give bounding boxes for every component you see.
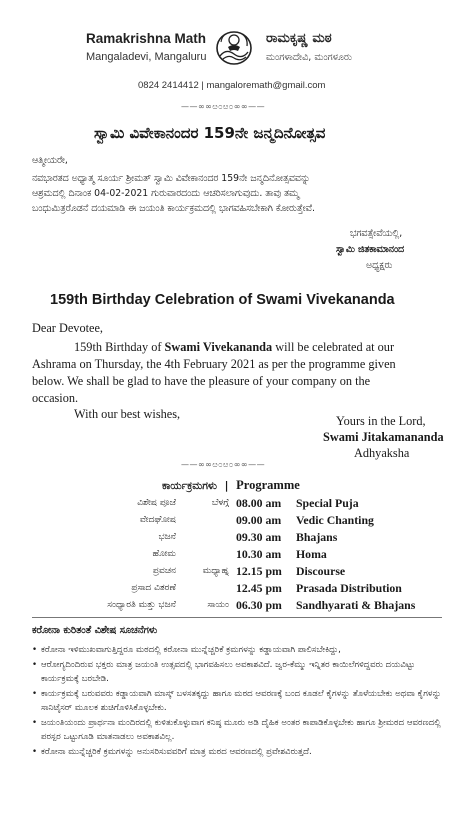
kannada-sign-name: ಸ್ವಾಮಿ ಜಿತಕಾಮಾನಂದ <box>336 244 405 255</box>
corona-notice-title: ಕರೋನಾ ಕುರಿತಂತೆ ವಿಶೇಷ ಸೂಚನೆಗಳು <box>32 625 158 636</box>
corona-notice-list <box>32 643 452 760</box>
programme-heading-separator: | <box>224 480 229 492</box>
programme-time: 09.00 am <box>236 513 282 527</box>
org-address-kannada: ಮಂಗಳಾದೇವಿ, ಮಂಗಳೂರು <box>266 52 352 63</box>
programme-period: ಮಧ್ಯಾಹ್ನ <box>202 566 229 576</box>
programme-time: 12.15 pm <box>236 564 282 578</box>
programme-item-english: Bhajans <box>296 530 338 544</box>
programme-item-kannada: ಪ್ರಸಾದ ವಿತರಣೆ <box>131 583 176 593</box>
english-sign-name: Swami Jitakamananda <box>323 430 444 444</box>
org-address-english: Mangaladevi, Mangaluru <box>86 51 207 63</box>
english-title: 159th Birthday Celebration of Swami Vivekananda <box>50 292 395 308</box>
programme-item-english: Sandhyarati & Bhajans <box>296 598 416 612</box>
english-paragraph-line: occasion. <box>32 391 79 405</box>
programme-heading <box>162 478 300 493</box>
english-sign-title: Adhyaksha <box>354 446 410 460</box>
divider-ornament: ——∞∞ೞ೦ೞ೦∞∞—— <box>181 102 266 111</box>
kannada-salutation: ಆತ್ಮೀಯರೇ, <box>32 155 68 166</box>
org-name-english: Ramakrishna Math <box>86 31 207 46</box>
programme-period: ಬೆಳಗ್ಗೆ <box>211 498 229 508</box>
kannada-title: ಸ್ವಾಮಿ ವಿವೇಕಾನಂದರ 159ನೇ ಜನ್ಮದಿನೋತ್ಸವ <box>94 124 326 142</box>
kannada-sign-line: ಭಗವತ್ಸೇವೆಯಲ್ಲಿ, <box>350 228 403 239</box>
ramakrishna-emblem-icon <box>214 26 254 68</box>
programme-item-kannada: ಭಜನೆ <box>158 532 176 542</box>
corona-notice-item: • ಕಾರ್ಯಕ್ರಮಕ್ಕೆ ಬರುವವರು ಕಡ್ಡಾಯವಾಗಿ ಮಾಸ್ಕ್ ಬಳಸತಕ್ಕದ್ದು ಹಾಗೂ ಮಠದ ಆವರಣಕ್ಕೆ ಬಂದ ಕೂಡಲೆ ಕೈಗಳನ್ನು ತೊಳೆಯಬೇಕು ಅಥವಾ ಕೈಗಳನ್ನು ಸಾನಿಟೈಸರ್ ಮೂಲಕ ಶುಚಿಗೊಳಿಸಿಕೊಳ್ಳಬೇಕು. <box>32 687 452 715</box>
programme-item-kannada: ವೇದಘೋಷ <box>139 515 176 525</box>
english-sign-line: Yours in the Lord, <box>336 414 426 428</box>
english-paragraph-line: 159th Birthday of Swami Vivekananda will be celebrated at our <box>74 340 395 354</box>
programme-item-english: Special Puja <box>296 496 359 510</box>
divider-ornament: ——∞∞ೞ೦ೞ೦∞∞—— <box>181 460 266 469</box>
english-swami-name: Swami Vivekananda <box>164 340 273 354</box>
programme-heading-kannada: ಕಾರ್ಯಕ್ರಮಗಳು <box>162 480 217 492</box>
programme-item-english: Prasada Distribution <box>296 581 402 595</box>
english-paragraph-line: below. We shall be glad to have the pleasure of your company on the <box>32 374 371 388</box>
programme-time: 08.00 am <box>236 496 282 510</box>
programme-item-english: Discourse <box>296 564 346 578</box>
corona-notice-item: • ಆರೋಗ್ಯದಿಂದಿರುವ ಭಕ್ತರು ಮಾತ್ರ ಜಯಂತಿ ಉತ್ಸವದಲ್ಲಿ ಭಾಗವಹಿಸಲು ಅವಕಾಶವಿದೆ. ಜ್ವರ-ಕೆಮ್ಮು ಇನ್ನಿತರ ಕಾಯಿಲೆಗಳಿದ್ದವರು ದಯವಿಟ್ಟು ಕಾರ್ಯಕ್ರಮಕ್ಕೆ ಬರಬೇಡಿ. <box>32 658 452 686</box>
programme-item-kannada: ವಿಶೇಷ ಪೂಜೆ <box>137 498 176 508</box>
programme-time: 06.30 pm <box>236 598 282 612</box>
programme-time: 12.45 pm <box>236 581 282 595</box>
english-wishes: With our best wishes, <box>74 407 181 421</box>
programme-item-english: Homa <box>296 547 327 561</box>
corona-notice-item: • ಕರೋನಾ ಮುನ್ನೆಚ್ಚರಿಕೆ ಕ್ರಮಗಳನ್ನು ಅನುಸರಿಸುವವರಿಗೆ ಮಾತ್ರ ಮಠದ ಆವರಣದಲ್ಲಿ ಪ್ರವೇಶವಿರುತ್ತದೆ. <box>32 745 452 759</box>
kannada-body-line: ಬಂಧುಮಿತ್ರರೊಡನೆ ದಯಮಾಡಿ ಈ ಜಯಂತಿ ಕಾರ್ಯಕ್ರಮದಲ್ಲಿ ಭಾಗವಹಿಸಬೇಕಾಗಿ ಕೋರುತ್ತೇವೆ. <box>32 203 315 214</box>
programme-item-kannada: ಪ್ರವಚನ <box>152 566 176 576</box>
corona-notice-item: • ಜಯಂತಿಯಂದು ಪ್ರಾರ್ಥನಾ ಮಂದಿರದಲ್ಲಿ ಕುಳಿತುಕೊಳ್ಳುವಾಗ ಕನಿಷ್ಠ ಮೂರು ಅಡಿ ದೈಹಿಕ ಅಂತರ ಕಾಪಾಡಿಕೊಳ್ಳಬೇಕು ಹಾಗೂ ಶ್ರೀಮಠದ ಆವರಣದಲ್ಲಿ ಪರಸ್ಪರ ಒಟ್ಟುಗೂಡಿ ಮಾತನಾಡಲು ಅವಕಾಶವಿಲ್ಲ. <box>32 716 452 744</box>
org-name-kannada: ರಾಮಕೃಷ್ಣ ಮಠ <box>266 31 332 46</box>
contact-line: 0824 2414412 | mangaloremath@gmail.com <box>138 80 326 91</box>
english-salutation: Dear Devotee, <box>32 321 104 335</box>
programme-item-kannada: ಹೋಮ <box>152 549 176 559</box>
programme-time: 10.30 am <box>236 547 282 561</box>
programme-heading-english: Programme <box>236 478 300 492</box>
programme-item-english: Vedic Chanting <box>296 513 374 527</box>
kannada-body-line: ಆಶ್ರಮದಲ್ಲಿ ದಿನಾಂಕ 04-02-2021 ಗುರುವಾರದಂದು ಆಚರಿಸಲಾಗುವುದು. ತಾವು ತಮ್ಮ <box>32 188 300 199</box>
kannada-sign-title: ಅಧ್ಯಕ್ಷರು <box>366 260 393 271</box>
section-divider <box>32 617 442 618</box>
corona-notice-item: • ಕರೋನಾ ಇಳಿಮುಖವಾಗುತ್ತಿದ್ದರೂ ಮಠದಲ್ಲಿ ಕರೋನಾ ಮುನ್ನೆಚ್ಚರಿಕೆ ಕ್ರಮಗಳನ್ನು ಕಡ್ಡಾಯವಾಗಿ ಪಾಲಿಸಬೇಕಿದ್ದು, <box>32 643 452 657</box>
english-paragraph-line: Ashrama on Thursday, the 4th February 2021 as per the programme given <box>32 357 396 371</box>
programme-period: ಸಾಯಂ <box>207 600 229 610</box>
programme-item-kannada: ಸಂಧ್ಯಾರತಿ ಮತ್ತು ಭಜನೆ <box>107 600 176 610</box>
kannada-body-line: ನವಭಾರತದ ಅಧ್ಯಾತ್ಮ ಸೂರ್ಯ ಶ್ರೀಮತ್ ಸ್ವಾಮಿ ವಿವೇಕಾನಂದರ 159ನೇ ಜನ್ಮದಿನೋತ್ಸವವನ್ನು <box>32 173 311 184</box>
programme-time: 09.30 am <box>236 530 282 544</box>
